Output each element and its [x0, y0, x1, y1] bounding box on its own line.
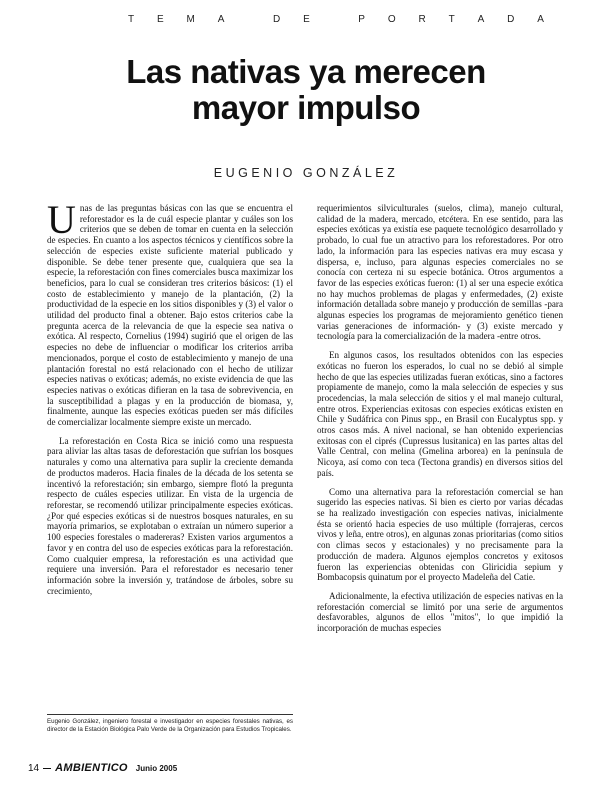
- paragraph-text: nas de las preguntas básicas con las que se encuentra el reforestador es la de cuál especie plantar y cuáles son los criterios que se deben de tomar en cuenta en la selección de especies. En cuanto a los aspectos técnicos y científicos sobre la selección de especies existe suficiente material publicado y disponible. Se debe tener presente que, cualquiera que sea la especie, la reforestación con fines comerciales busca maximizar los beneficios, para lo cual se consideran tres criterios básicos: (1) el costo de establecimiento y manejo de la plantación, (2) la productividad de la especie en los sitios disponibles y (3) el valor o utilidad del producto final a obtener. Bajo estos criterios cabe la pregunta acerca de la relevancia de que la especie sea nativa o exótica. Al respecto, Cornelius (1994) sugirió que el origen de las especies no debe de influenciar o modificar los criterios arriba mencionados, porque el costo de establecimiento y manejo de una plantación forestal no está relacionado con el hecho de utilizar especies nativas o exóticas; además, no existe evidencia de que las especies nativas o exóticas difieran en la tasa de sobrevivencia, en la susceptibilidad a plagas y en la producción de biomasa, y, finalmente, aunque las especies exóticas pueden ser más difíciles de comercializar localmente siempre existe un mercado.: [47, 203, 293, 428]
- section-tag-letter: P: [358, 14, 369, 25]
- section-tag-letter: E: [303, 14, 314, 25]
- page-number: 14: [28, 762, 40, 774]
- footnote-divider: [47, 714, 293, 715]
- title-line-1: Las nativas ya merecen: [126, 53, 486, 90]
- paragraph: Como una alternativa para la reforestación comercial se han sugerido las especies nativas. Si bien es cierto por varias décadas se ha realizado investigación con especies nativas, inicialmente ésta se orientó hacia especies de uso múltiple (forrajeras, cercos vivos y leña, entre otros), en algunas zonas prioritarias (como sitios con climas secos y estacionales) y no precisamente para la producción de madera. Algunos ejemplos concretos y exitosos fueron las experiencias obtenidas con Gliricidia sepium y Bombacopsis quinatum por el proyecto Madeleña del Catie.: [317, 486, 563, 583]
- author-footnote: Eugenio González, ingeniero forestal e investigador en especies forestales nativas, es director de la Estación Biológica Palo Verde de la Organización para Estudios Tropicales.: [47, 718, 293, 733]
- page-footer: [28, 761, 177, 775]
- section-tag-letter: O: [387, 14, 400, 25]
- article-title: [60, 54, 552, 126]
- magazine-logo: AMBIENTICO: [55, 762, 128, 774]
- section-tag-letter: M: [186, 14, 199, 25]
- author-byline: EUGENIO GONZÁLEZ: [213, 166, 399, 180]
- section-tag-letter: T: [128, 14, 139, 25]
- paragraph: [47, 197, 293, 428]
- section-tag-letter: [333, 14, 340, 25]
- section-tag-letter: D: [507, 14, 519, 25]
- section-tag-letter: A: [537, 14, 548, 25]
- section-tag-letter: A: [217, 14, 229, 25]
- paragraph: requerimientos silviculturales (suelos, clima), manejo cultural, calidad de la madera, mercado, etcétera. En ese sentido, para las especies exóticas ya existía ese paquete tecnológico desarrollado y probado, lo cual fue un atractivo para los reforestadores. Por otro lado, la información para las especies nativas era muy escasa y dispersa, e, incluso, para algunas especies comerciales no se conocía con certeza ni su especie botánica. Otros argumentos a favor de las especies exóticas fueron: (1) al ser una especie exótica no hay muchos problemas de plagas y enfermedades, (2) existe información detallada sobre manejo y producción de semillas -para algunas especies los programas de mejoramiento genético tienen varias generaciones de información- y (3) existe mercado y tecnología para la comercialización de la madera -entre otros.: [317, 203, 563, 342]
- paragraph: Adicionalmente, la efectiva utilización de especies nativas en la reforestación comercial se limitó por una serie de argumentos desfavorables, algunos de ellos "mitos", lo que impidió la incorporación de muchas especies: [317, 590, 563, 634]
- section-tag-letter: [247, 14, 254, 25]
- section-tag-letter: R: [418, 14, 430, 25]
- left-column: [47, 197, 293, 604]
- paragraph: La reforestación en Costa Rica se inició como una respuesta para aliviar las altas tasas de deforestación que sufrían los bosques naturales y como una alternativa para suplir la creciente demanda de productos maderos. Hacia finales de la década de los setenta se incentivó la reforestación; sin embargo, siempre flotó la pregunta respecto de cuáles especies utilizar. En vista de la urgencia de reforestar, se recomendó utilizar principalmente especies exóticas. ¿Por qué especies exóticas si de nuestros bosques naturales, en su mayoría primarios, se explotaban o extraían un número superior a 100 especies forestales o madereras? Existen varios argumentos a favor y en contra del uso de especies exóticas para la reforestación. Como cualquier empresa, la reforestación es una actividad que requiere una inversión. Para el reforestador es necesario tener información sobre la inversión y, tratándose de árboles, sobre su crecimiento,: [47, 435, 293, 596]
- right-column: [317, 203, 563, 642]
- paragraph: En algunos casos, los resultados obtenidos con las especies exóticas no fueron los esperados, lo cual no se debió al simple hecho de que las especies utilizadas fueran exóticas, sino a factores propiamente de manejo, como la mala selección de especies y sus procedencias, la mala selección de sitios y el mal manejo cultural, entre otros. Experiencias exitosas con especies exóticas existen en Chile y Sudáfrica con Pinus spp., en Brasil con Eucalyptus spp. y otros casos más. A nivel nacional, se han obtenido experiencias exitosas con el ciprés (Cupressus lusitanica) en las partes altas del Valle Central, con melina (Gmelina arborea) en la península de Nicoya, así como con teca (Tectona grandis) en diversos sitios del país.: [317, 350, 563, 478]
- section-tag-letter: E: [156, 14, 168, 25]
- drop-cap: U: [47, 197, 76, 242]
- footer-dash: [43, 768, 51, 769]
- section-tag-letter: D: [272, 14, 285, 25]
- section-tag-letter: A: [477, 14, 489, 25]
- section-tag: [128, 14, 548, 25]
- title-line-2: mayor impulso: [191, 89, 421, 126]
- issue-date: Junio 2005: [135, 763, 178, 773]
- section-tag-letter: T: [448, 14, 459, 25]
